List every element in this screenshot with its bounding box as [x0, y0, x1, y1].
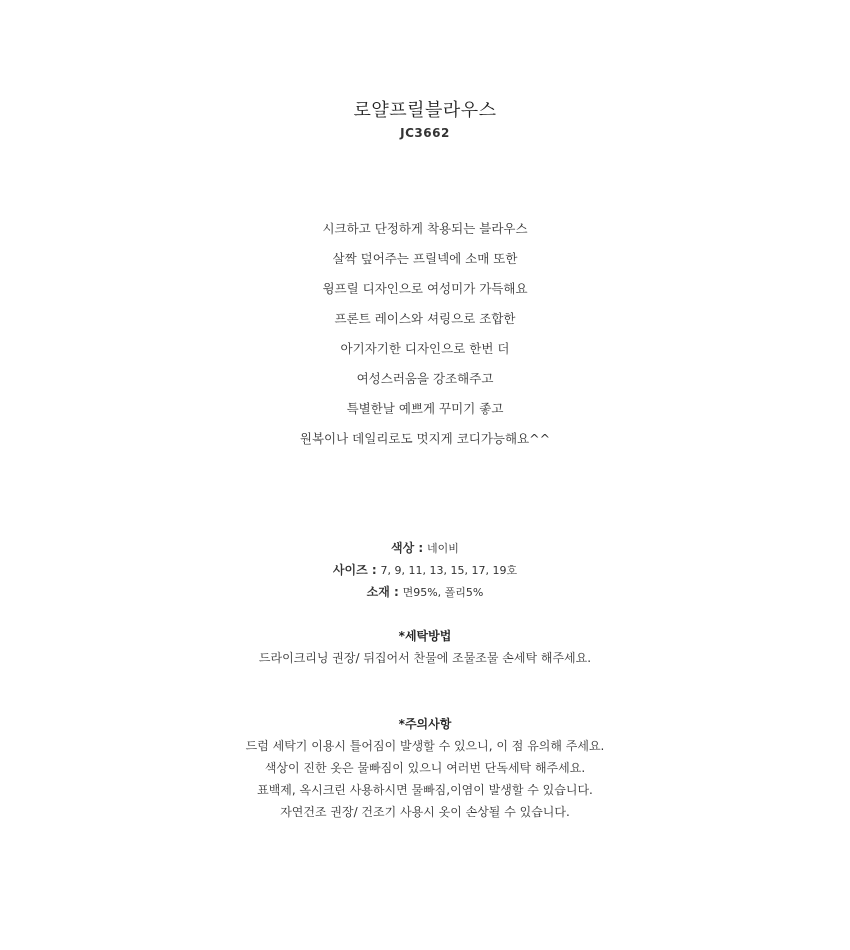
spec-size-value: 7, 9, 11, 13, 15, 17, 19호 [380, 564, 518, 577]
description-line: 아기자기한 디자인으로 한번 더 [340, 341, 510, 356]
spec-material-value: 면95%, 폴리5% [402, 586, 484, 599]
caution-line: 색상이 진한 옷은 물빠짐이 있으니 여러번 단독세탁 해주세요. [264, 761, 586, 775]
product-specs [0, 538, 850, 604]
washing-title: *세탁방법 [398, 629, 452, 643]
product-code: JC3662 [400, 126, 450, 140]
description-line: 살짝 덮어주는 프릴넥에 소매 또한 [332, 251, 518, 266]
spec-color-value: 네이비 [427, 542, 459, 555]
description-line: 시크하고 단정하게 착용되는 블라우스 [322, 221, 528, 236]
caution-title: *주의사항 [398, 717, 452, 731]
product-description [0, 219, 850, 459]
caution-line: 자연건조 권장/ 건조기 사용시 옷이 손상될 수 있습니다. [280, 805, 570, 819]
spec-size-label: 사이즈 : [332, 563, 377, 577]
spec-material-label: 소재 : [366, 585, 399, 599]
caution-section [0, 714, 850, 824]
caution-line: 표백제, 옥시크린 사용하시면 물빠짐,이염이 발생할 수 있습니다. [257, 783, 593, 797]
description-line: 여성스러움을 강조해주고 [356, 371, 494, 386]
description-line: 프론트 레이스와 셔링으로 조합한 [334, 311, 516, 326]
washing-section [0, 626, 850, 670]
description-line: 특별한날 예쁘게 꾸미기 좋고 [346, 401, 504, 416]
description-line: 윙프릴 디자인으로 여성미가 가득해요 [322, 281, 528, 296]
spec-color-label: 색상 : [391, 541, 424, 555]
description-line: 원복이나 데일리로도 멋지게 코디가능해요^^ [299, 431, 551, 446]
spec-size [0, 560, 850, 582]
product-title: 로얄프릴블라우스 [353, 100, 497, 121]
caution-line: 드럼 세탁기 이용시 틀어짐이 발생할 수 있으니, 이 점 유의해 주세요. [245, 739, 605, 753]
spec-material [0, 582, 850, 604]
spec-color [0, 538, 850, 560]
washing-line: 드라이크리닝 권장/ 뒤집어서 찬물에 조물조물 손세탁 해주세요. [258, 651, 592, 665]
